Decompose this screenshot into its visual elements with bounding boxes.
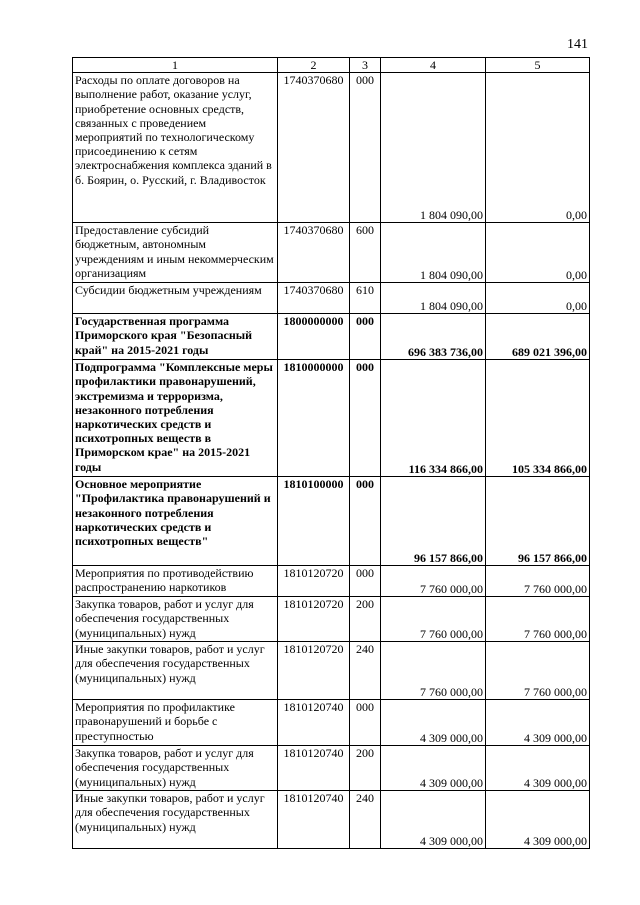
row-name: Субсидии бюджетным учреждениям bbox=[73, 283, 278, 314]
table-row bbox=[73, 223, 590, 283]
table-row bbox=[73, 746, 590, 791]
row-amount-col4: 7 760 000,00 bbox=[381, 597, 486, 642]
table-row bbox=[73, 791, 590, 849]
table-row bbox=[73, 566, 590, 597]
column-header-4: 4 bbox=[381, 58, 486, 73]
row-target-code: 1810100000 bbox=[278, 477, 350, 566]
row-expense-kind: 000 bbox=[350, 73, 381, 223]
row-amount-col4: 4 309 000,00 bbox=[381, 746, 486, 791]
row-amount-col5: 7 760 000,00 bbox=[486, 642, 590, 700]
row-amount-col4: 1 804 090,00 bbox=[381, 283, 486, 314]
row-expense-kind: 240 bbox=[350, 791, 381, 849]
row-amount-col5: 0,00 bbox=[486, 283, 590, 314]
row-amount-col4: 4 309 000,00 bbox=[381, 791, 486, 849]
row-expense-kind: 000 bbox=[350, 314, 381, 360]
row-expense-kind: 200 bbox=[350, 746, 381, 791]
table-row bbox=[73, 700, 590, 746]
column-header-3: 3 bbox=[350, 58, 381, 73]
row-amount-col5: 4 309 000,00 bbox=[486, 700, 590, 746]
row-name: Иные закупки товаров, работ и услуг для обеспечения государственных (муниципальных) нужд bbox=[73, 642, 278, 700]
row-target-code: 1740370680 bbox=[278, 73, 350, 223]
row-target-code: 1810120720 bbox=[278, 642, 350, 700]
table-row bbox=[73, 360, 590, 477]
row-target-code: 1810120740 bbox=[278, 791, 350, 849]
row-name: Основное мероприятие "Профилактика правонарушений и незаконного потребления наркотических средств и психотропных веществ" bbox=[73, 477, 278, 566]
row-target-code: 1810120740 bbox=[278, 746, 350, 791]
row-amount-col4: 96 157 866,00 bbox=[381, 477, 486, 566]
row-name: Закупка товаров, работ и услуг для обеспечения государственных (муниципальных) нужд bbox=[73, 597, 278, 642]
row-amount-col5: 4 309 000,00 bbox=[486, 746, 590, 791]
row-expense-kind: 000 bbox=[350, 360, 381, 477]
row-amount-col5: 0,00 bbox=[486, 223, 590, 283]
row-amount-col5: 7 760 000,00 bbox=[486, 566, 590, 597]
row-amount-col5: 105 334 866,00 bbox=[486, 360, 590, 477]
row-amount-col4: 4 309 000,00 bbox=[381, 700, 486, 746]
row-name: Иные закупки товаров, работ и услуг для обеспечения государственных (муниципальных) нужд bbox=[73, 791, 278, 849]
column-header-2: 2 bbox=[278, 58, 350, 73]
row-name: Государственная программа Приморского края "Безопасный край" на 2015-2021 годы bbox=[73, 314, 278, 360]
row-target-code: 1810000000 bbox=[278, 360, 350, 477]
table-row bbox=[73, 477, 590, 566]
row-target-code: 1740370680 bbox=[278, 223, 350, 283]
row-amount-col4: 7 760 000,00 bbox=[381, 566, 486, 597]
row-amount-col5: 4 309 000,00 bbox=[486, 791, 590, 849]
table-row bbox=[73, 283, 590, 314]
row-amount-col4: 116 334 866,00 bbox=[381, 360, 486, 477]
row-expense-kind: 240 bbox=[350, 642, 381, 700]
page-number: 141 bbox=[567, 37, 588, 52]
row-expense-kind: 000 bbox=[350, 700, 381, 746]
row-name: Закупка товаров, работ и услуг для обеспечения государственных (муниципальных) нужд bbox=[73, 746, 278, 791]
row-amount-col5: 0,00 bbox=[486, 73, 590, 223]
row-expense-kind: 000 bbox=[350, 477, 381, 566]
row-name: Предоставление субсидий бюджетным, автономным учреждениям и иным некоммерческим организациям bbox=[73, 223, 278, 283]
row-expense-kind: 600 bbox=[350, 223, 381, 283]
row-amount-col5: 7 760 000,00 bbox=[486, 597, 590, 642]
row-name: Расходы по оплате договоров на выполнение работ, оказание услуг, приобретение основных средств, связанных с проведением мероприятий по технологическому присоединению к сетям электроснабжения комплекса зданий в б. Боярин, о. Русский, г. Владивосток bbox=[73, 73, 278, 223]
row-amount-col4: 1 804 090,00 bbox=[381, 73, 486, 223]
row-target-code: 1810120740 bbox=[278, 700, 350, 746]
table-header-row bbox=[73, 58, 590, 73]
row-name: Мероприятия по противодействию распространению наркотиков bbox=[73, 566, 278, 597]
row-name: Мероприятия по профилактике правонарушений и борьбе с преступностью bbox=[73, 700, 278, 746]
row-target-code: 1810120720 bbox=[278, 597, 350, 642]
column-header-5: 5 bbox=[486, 58, 590, 73]
row-amount-col4: 7 760 000,00 bbox=[381, 642, 486, 700]
table-row bbox=[73, 314, 590, 360]
row-amount-col5: 96 157 866,00 bbox=[486, 477, 590, 566]
row-amount-col4: 1 804 090,00 bbox=[381, 223, 486, 283]
table-row bbox=[73, 73, 590, 223]
row-target-code: 1740370680 bbox=[278, 283, 350, 314]
row-expense-kind: 610 bbox=[350, 283, 381, 314]
column-header-1: 1 bbox=[73, 58, 278, 73]
row-expense-kind: 200 bbox=[350, 597, 381, 642]
row-amount-col4: 696 383 736,00 bbox=[381, 314, 486, 360]
row-expense-kind: 000 bbox=[350, 566, 381, 597]
row-amount-col5: 689 021 396,00 bbox=[486, 314, 590, 360]
budget-table bbox=[72, 57, 590, 849]
table-row bbox=[73, 597, 590, 642]
row-name: Подпрограмма "Комплексные меры профилактики правонарушений, экстремизма и терроризма, незаконного потребления наркотических средств и психотропных веществ в Приморском крае" на 2015-2021 годы bbox=[73, 360, 278, 477]
row-target-code: 1810120720 bbox=[278, 566, 350, 597]
row-target-code: 1800000000 bbox=[278, 314, 350, 360]
table-row bbox=[73, 642, 590, 700]
